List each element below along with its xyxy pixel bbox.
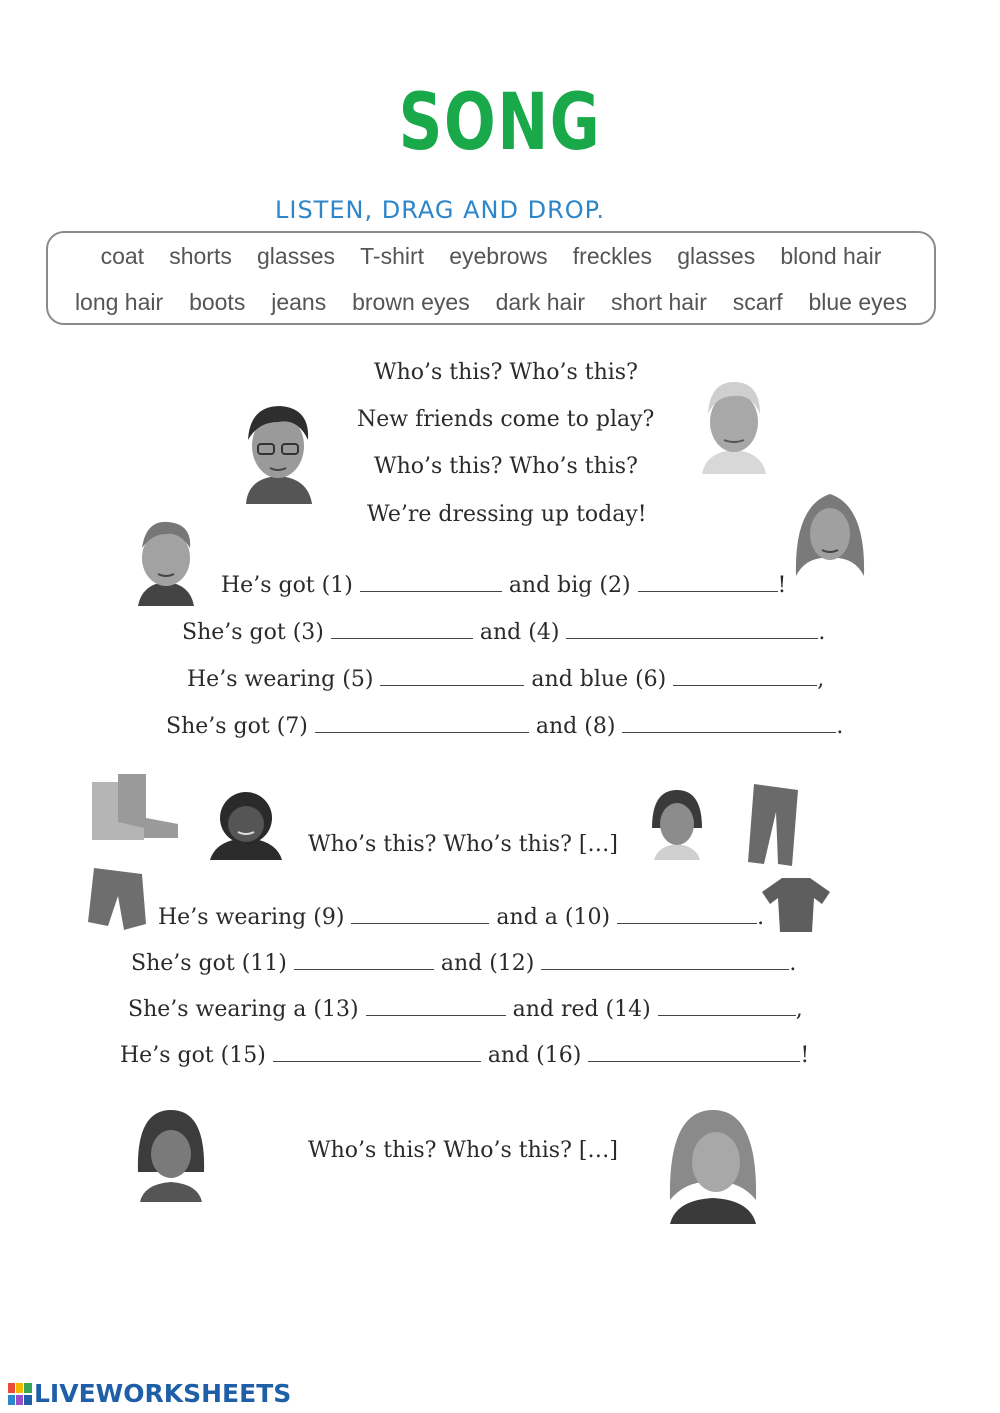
drop-zone-11[interactable] xyxy=(294,951,434,970)
old-man-illustration xyxy=(698,378,770,474)
drop-zone-1[interactable] xyxy=(360,573,502,592)
lyric-line: Who’s this? Who’s this? […] xyxy=(308,1138,619,1163)
drop-zone-10[interactable] xyxy=(617,905,757,924)
fill-label: and (8) xyxy=(535,714,616,739)
footer-text: LIVEWORKSHEETS xyxy=(34,1379,292,1408)
drop-zone-13[interactable] xyxy=(366,997,506,1016)
punctuation: ! xyxy=(800,1043,810,1068)
fill-label: He’s got (1) xyxy=(221,573,353,598)
drop-zone-2[interactable] xyxy=(638,573,778,592)
fill-label: He’s got (15) xyxy=(120,1043,266,1068)
shorts-illustration xyxy=(86,866,148,932)
punctuation: , xyxy=(817,667,825,692)
fill-label: She’s got (7) xyxy=(166,714,308,739)
fill-label: and (16) xyxy=(487,1043,582,1068)
draggable-word[interactable]: coat xyxy=(100,243,145,269)
fill-label: She’s got (11) xyxy=(131,951,287,976)
draggable-word[interactable]: boots xyxy=(189,289,246,315)
fill-line xyxy=(166,714,843,739)
punctuation: ! xyxy=(777,573,787,598)
lyric-line: New friends come to play? xyxy=(357,407,655,432)
boy-freckles-illustration xyxy=(132,518,200,606)
boy-glasses-illustration xyxy=(238,400,318,504)
fill-label: and (4) xyxy=(479,620,560,645)
drop-zone-14[interactable] xyxy=(658,997,796,1016)
drop-zone-4[interactable] xyxy=(566,620,818,639)
word-bank xyxy=(46,231,936,325)
draggable-word[interactable]: glasses xyxy=(257,243,335,269)
draggable-word[interactable]: T-shirt xyxy=(360,243,425,269)
fill-label: and red (14) xyxy=(512,997,651,1022)
boy-long-hair-illustration xyxy=(664,1106,762,1224)
draggable-word[interactable]: dark hair xyxy=(495,289,586,315)
fill-label: and blue (6) xyxy=(531,667,667,692)
fill-line xyxy=(131,951,796,976)
drop-zone-16[interactable] xyxy=(588,1043,800,1062)
lyric-line: Who’s this? Who’s this? xyxy=(374,454,638,479)
punctuation: . xyxy=(818,620,826,645)
fill-label: and a (10) xyxy=(496,905,611,930)
word-bank-row-1 xyxy=(48,243,934,270)
fill-label: She’s wearing a (13) xyxy=(128,997,359,1022)
instruction-text: LISTEN, DRAG AND DROP. xyxy=(275,196,606,224)
lyric-line: We’re dressing up today! xyxy=(367,502,647,527)
punctuation: . xyxy=(836,714,844,739)
drop-zone-12[interactable] xyxy=(541,951,789,970)
fill-line xyxy=(187,667,824,692)
fill-label: He’s wearing (5) xyxy=(187,667,374,692)
fill-label: She’s got (3) xyxy=(182,620,324,645)
draggable-word[interactable]: shorts xyxy=(169,243,232,269)
drop-zone-8[interactable] xyxy=(622,714,836,733)
draggable-word[interactable]: scarf xyxy=(732,289,783,315)
fill-label: He’s wearing (9) xyxy=(158,905,345,930)
page-title: SONG xyxy=(398,78,602,168)
draggable-word[interactable]: freckles xyxy=(572,243,653,269)
draggable-word[interactable]: long hair xyxy=(74,289,164,315)
drop-zone-7[interactable] xyxy=(315,714,529,733)
tshirt-illustration xyxy=(760,876,832,934)
draggable-word[interactable]: jeans xyxy=(271,289,327,315)
punctuation: . xyxy=(757,905,765,930)
punctuation: , xyxy=(795,997,803,1022)
draggable-word[interactable]: glasses xyxy=(677,243,756,269)
lyric-line: Who’s this? Who’s this? […] xyxy=(308,832,619,857)
draggable-word[interactable]: brown eyes xyxy=(352,289,470,315)
drop-zone-3[interactable] xyxy=(331,620,473,639)
boy-dark-curly-illustration xyxy=(208,788,284,860)
boots-illustration xyxy=(88,772,182,842)
lyric-line: Who’s this? Who’s this? xyxy=(374,360,638,385)
draggable-word[interactable]: blond hair xyxy=(780,243,882,269)
liveworksheets-logo-icon xyxy=(8,1382,32,1404)
jeans-illustration xyxy=(742,782,804,868)
draggable-word[interactable]: blue eyes xyxy=(808,289,907,315)
girl-dark-hair-illustration xyxy=(134,1106,208,1202)
fill-line xyxy=(221,573,786,598)
drop-zone-6[interactable] xyxy=(673,667,817,686)
girl-curly-hair-illustration xyxy=(794,486,866,582)
fill-line xyxy=(158,905,764,930)
punctuation: . xyxy=(789,951,797,976)
fill-line xyxy=(120,1043,809,1068)
word-bank-row-2 xyxy=(48,289,934,316)
drop-zone-5[interactable] xyxy=(380,667,524,686)
draggable-word[interactable]: short hair xyxy=(610,289,707,315)
drop-zone-9[interactable] xyxy=(351,905,489,924)
fill-label: and big (2) xyxy=(508,573,631,598)
footer-brand xyxy=(8,1379,291,1408)
fill-label: and (12) xyxy=(440,951,535,976)
fill-line xyxy=(128,997,803,1022)
draggable-word[interactable]: eyebrows xyxy=(449,243,548,269)
girl-short-hair-illustration xyxy=(648,788,706,860)
drop-zone-15[interactable] xyxy=(273,1043,481,1062)
fill-line xyxy=(182,620,825,645)
